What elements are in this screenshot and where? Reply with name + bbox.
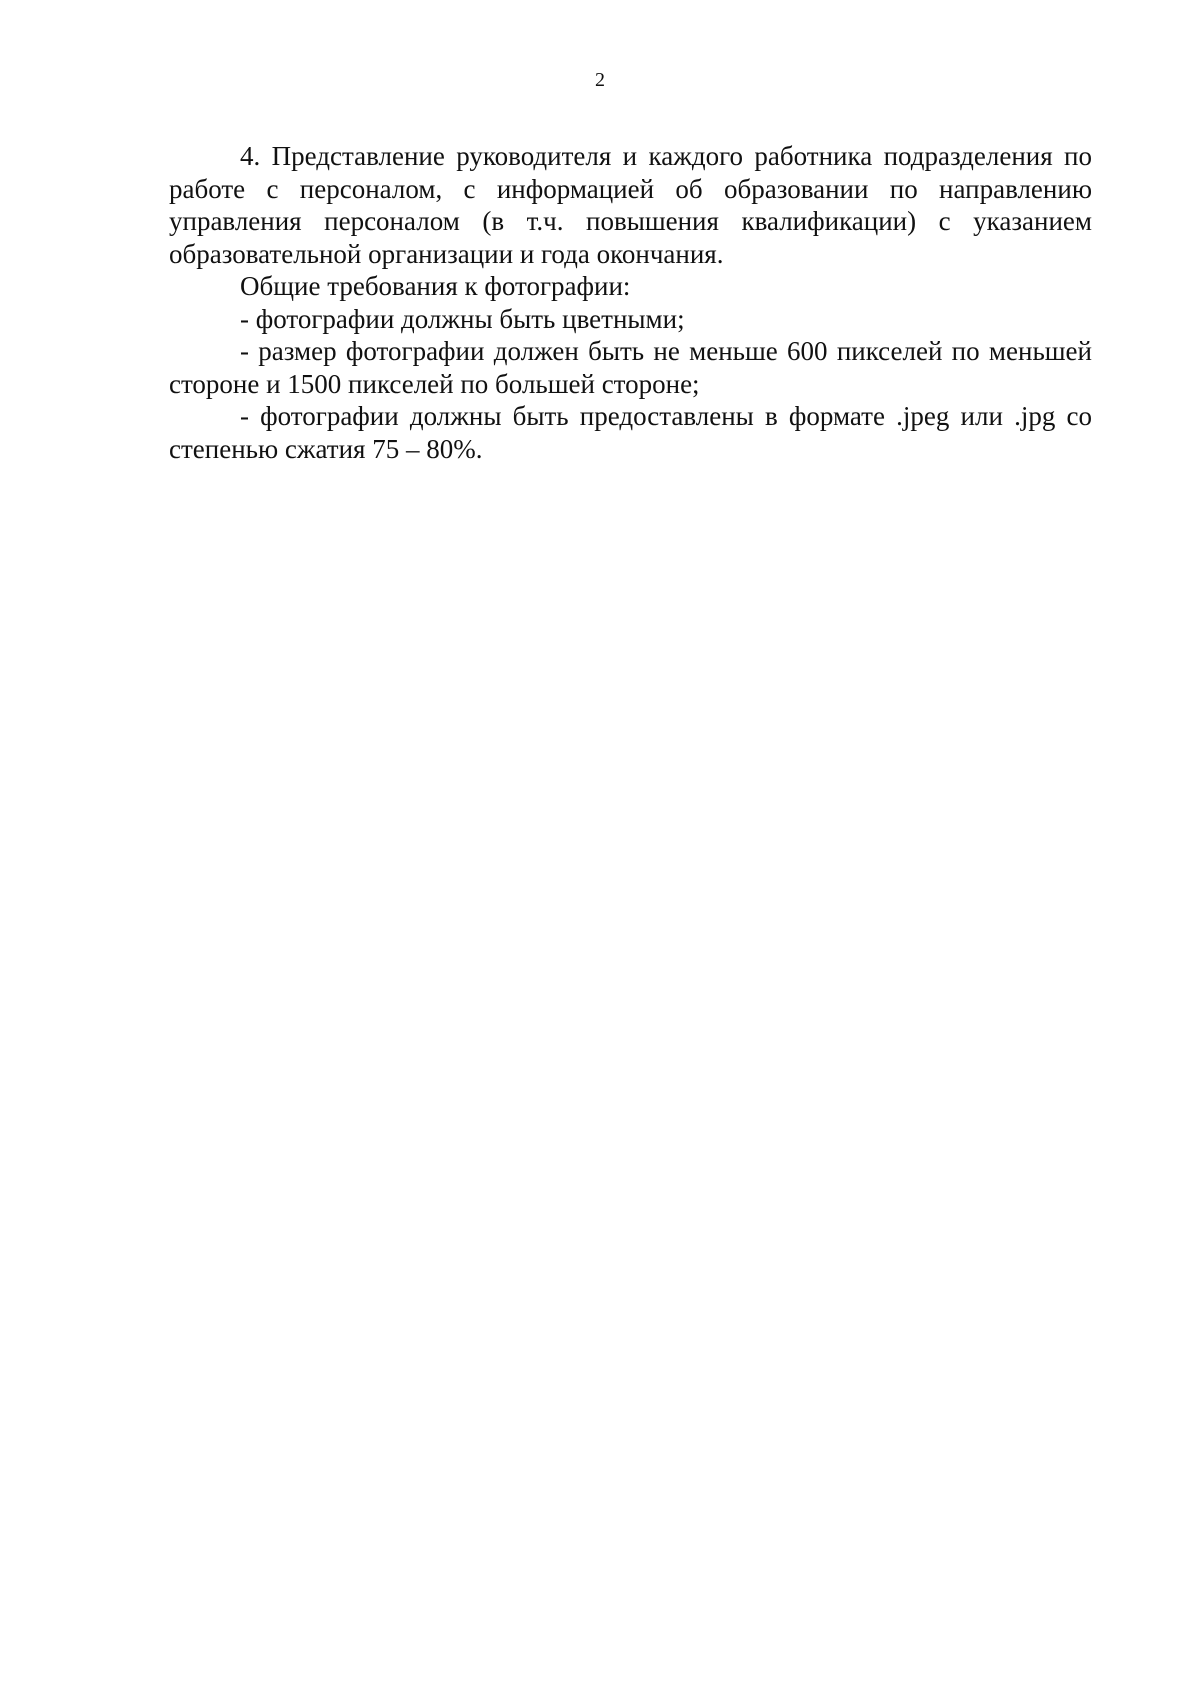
document-body	[169, 140, 1092, 465]
paragraph-representation: 4. Представление руководителя и каждого работника подразделения по работе с персоналом, с информацией об образовании по направлению управления персоналом (в т.ч. повышения квалификации) с указанием образовательной организации и года окончания.	[169, 141, 1092, 269]
paragraph-photo-color: - фотографии должны быть цветными;	[240, 303, 685, 334]
paragraph-photo-requirements-heading: Общие требования к фотографии:	[240, 271, 631, 301]
page-number: 2	[595, 69, 605, 91]
paragraph-photo-size: - размер фотографии должен быть не меньше 600 пикселей по меньшей стороне и 1500 пикселей по большей стороне;	[169, 336, 1092, 399]
paragraph-photo-format: - фотографии должны быть предоставлены в формате .jpeg или .jpg со степенью сжатия 75 – 80%.	[169, 401, 1092, 464]
